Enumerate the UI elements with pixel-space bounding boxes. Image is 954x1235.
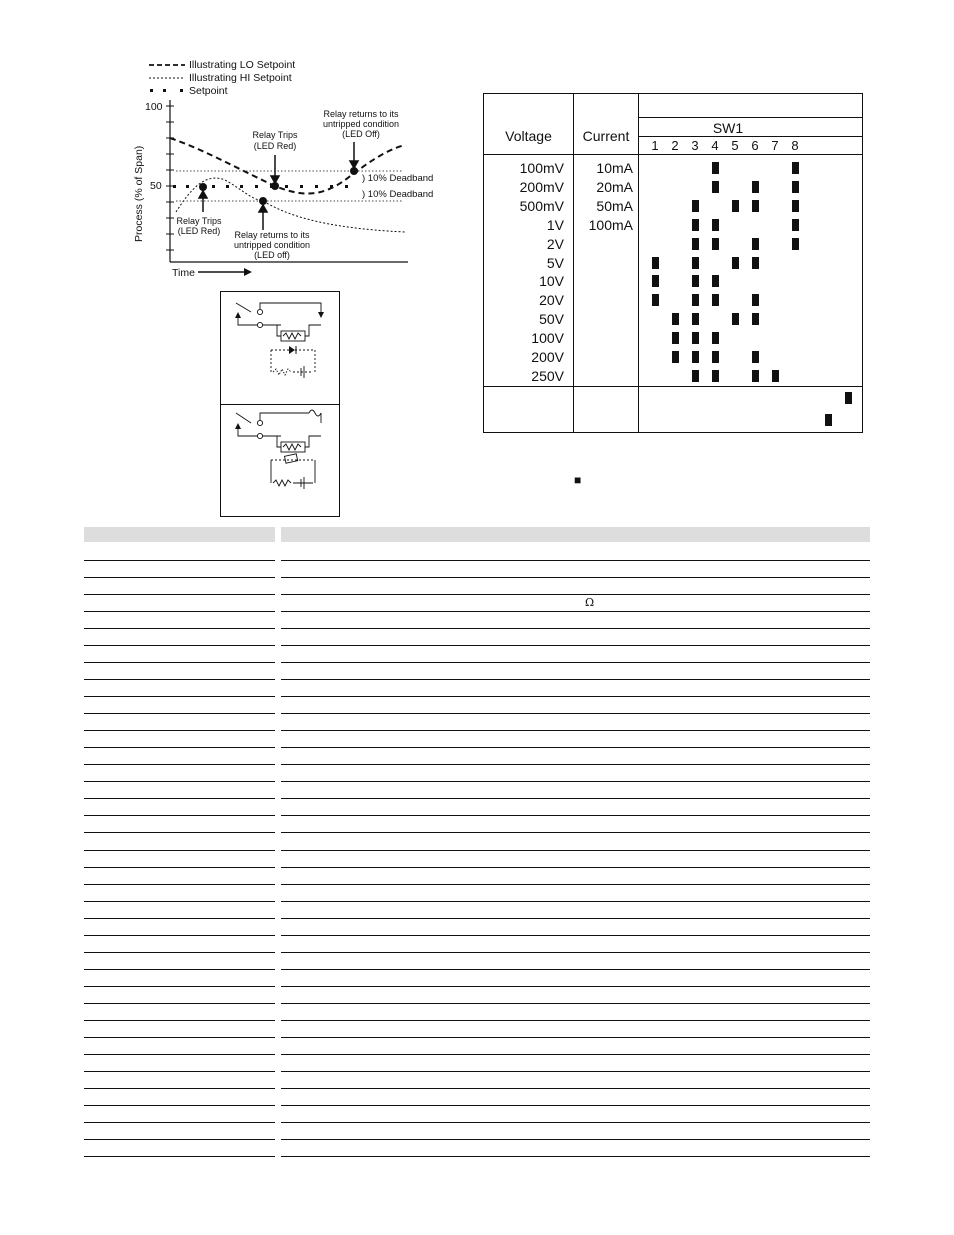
y-tick-100: 100 [145, 101, 163, 113]
range-current: 20mA [596, 178, 633, 195]
spec-row-rule-right [281, 628, 870, 629]
switch-position-7: 7 [771, 138, 779, 153]
switch-on-marker [712, 351, 719, 363]
switch-on-marker [792, 219, 799, 231]
switch-on-marker [692, 275, 699, 287]
switch-on-legend-symbol: ■ [574, 473, 582, 487]
range-voltage: 50V [539, 311, 564, 328]
switch-on-marker [692, 238, 699, 250]
range-current: 100mA [588, 216, 633, 233]
spec-row-rule-left [84, 1020, 275, 1021]
spec-row-rule-right [281, 1003, 870, 1004]
range-voltage: 100mV [519, 160, 564, 176]
switch-on-marker [712, 181, 719, 193]
legend-hi-setpoint: Illustrating HI Setpoint [189, 72, 292, 84]
switch-on-marker [692, 351, 699, 363]
spec-row-rule-right [281, 645, 870, 646]
range-current: 10mA [596, 160, 633, 176]
switch-on-marker [825, 414, 832, 426]
spec-row-rule-left [84, 969, 275, 970]
switch-on-marker [792, 238, 799, 250]
switch-on-marker [712, 275, 719, 287]
relay-returns-top-3: (LED Off) [342, 129, 380, 139]
spec-row-rule-left [84, 781, 275, 782]
spec-row-rule-right [281, 986, 870, 987]
relay-trips-top-2: (LED Red) [253, 141, 297, 151]
spec-row-rule-left [84, 901, 275, 902]
switch-on-marker [752, 313, 759, 325]
spec-row-rule-right [281, 901, 870, 902]
header-current: Current [582, 128, 630, 144]
row-divider-sw1 [638, 136, 862, 137]
spec-row-rule-right [281, 560, 870, 561]
range-voltage: 20V [539, 292, 564, 309]
spec-row-rule-left [84, 577, 275, 578]
switch-position-2: 2 [671, 138, 679, 153]
spec-row-rule-right [281, 867, 870, 868]
relay-returns-bottom-1: Relay returns to its [234, 230, 310, 240]
legend-setpoint: Setpoint [189, 85, 228, 97]
spec-row-rule-right [281, 918, 870, 919]
ac-contact-protection-diagram [221, 405, 339, 515]
spec-row-rule-right [281, 952, 870, 953]
spec-row-rule-left [84, 1105, 275, 1106]
switch-on-marker [712, 294, 719, 306]
switch-position-1: 1 [651, 138, 659, 153]
switch-on-marker [712, 219, 719, 231]
range-voltage: 2V [546, 235, 564, 252]
switch-on-marker [672, 351, 679, 363]
spec-row-rule-left [84, 628, 275, 629]
spec-row-rule-left [84, 1054, 275, 1055]
spec-row-rule-right [281, 696, 870, 697]
spec-row-rule-left [84, 611, 275, 612]
spec-row-rule-right [281, 1020, 870, 1021]
switch-on-marker [792, 181, 799, 193]
range-voltage: 250V [531, 367, 564, 384]
spec-row-rule-left [84, 1139, 275, 1140]
switch-on-marker [652, 257, 659, 269]
range-voltage: 1V [546, 216, 564, 233]
spec-row-rule-right [281, 764, 870, 765]
switch-on-marker [672, 313, 679, 325]
dc-contact-protection-diagram [221, 292, 339, 402]
switch-position-3: 3 [691, 138, 699, 153]
range-voltage: 10V [539, 273, 564, 290]
switch-on-marker [692, 200, 699, 212]
switch-on-marker [792, 162, 799, 174]
switch-on-marker [732, 313, 739, 325]
range-switch-table [483, 93, 863, 433]
switch-position-4: 4 [711, 138, 719, 153]
switch-on-marker [672, 332, 679, 344]
switch-on-marker [752, 257, 759, 269]
range-voltage: 200V [531, 349, 564, 365]
spec-row-rule-right [281, 1088, 870, 1089]
switch-on-marker [752, 200, 759, 212]
spec-table [84, 527, 870, 1167]
switch-position-6: 6 [751, 138, 759, 153]
spec-row-rule-right [281, 798, 870, 799]
spec-row-rule-right [281, 850, 870, 851]
switch-on-marker [732, 257, 739, 269]
switch-on-marker [752, 351, 759, 363]
switch-position-8: 8 [791, 138, 799, 153]
spec-row-rule-left [84, 679, 275, 680]
spec-row-rule-right [281, 577, 870, 578]
spec-row-rule-left [84, 594, 275, 595]
col-divider-voltage [573, 94, 574, 432]
switch-on-marker [752, 181, 759, 193]
range-voltage: 100V [531, 330, 564, 347]
spec-row-rule-left [84, 884, 275, 885]
spec-row-rule-right [281, 730, 870, 731]
spec-row-rule-left [84, 1122, 275, 1123]
row-divider-header [484, 154, 862, 155]
row-divider-body [484, 386, 862, 387]
contact-protection-diagrams [220, 291, 340, 517]
range-current: 50mA [596, 197, 633, 214]
switch-on-marker [692, 332, 699, 344]
spec-row-rule-right [281, 594, 870, 595]
relay-returns-top-1: Relay returns to its [323, 109, 399, 119]
switch-on-marker [752, 370, 759, 382]
spec-row-rule-right [281, 884, 870, 885]
spec-row-rule-right [281, 832, 870, 833]
spec-row-rule-right [281, 1139, 870, 1140]
switch-on-marker [712, 238, 719, 250]
spec-row-rule-left [84, 832, 275, 833]
spec-row-rule-left [84, 764, 275, 765]
switch-on-marker [732, 200, 739, 212]
spec-row-rule-left [84, 1088, 275, 1089]
switch-on-marker [652, 275, 659, 287]
switch-on-marker [692, 370, 699, 382]
switch-on-marker [712, 162, 719, 174]
ohm-symbol: Ω [585, 596, 595, 609]
switch-on-marker [752, 238, 759, 250]
spec-row-rule-left [84, 662, 275, 663]
spec-row-rule-right [281, 1105, 870, 1106]
switch-on-marker [652, 294, 659, 306]
range-voltage: 500mV [519, 197, 564, 214]
spec-row-rule-right [281, 781, 870, 782]
spec-row-rule-left [84, 952, 275, 953]
y-axis-label: Process (% of Span) [133, 145, 145, 242]
spec-row-rule-left [84, 747, 275, 748]
switch-on-marker [712, 370, 719, 382]
spec-row-rule-left [84, 560, 275, 561]
legend-lo-setpoint: Illustrating LO Setpoint [189, 59, 296, 71]
header-voltage: Voltage [505, 128, 552, 144]
spec-row-rule-right [281, 1122, 870, 1123]
switch-on-marker [792, 200, 799, 212]
spec-row-rule-left [84, 696, 275, 697]
y-tick-50: 50 [150, 180, 162, 192]
graph-legend [149, 59, 295, 97]
relay-returns-bottom-3: (LED off) [254, 250, 290, 260]
spec-row-rule-left [84, 850, 275, 851]
header-sw1: SW1 [712, 120, 744, 136]
spec-table-header-left [84, 527, 275, 542]
spec-row-rule-left [84, 713, 275, 714]
spec-row-rule-right [281, 1071, 870, 1072]
deadband-lower-label: ) 10% Deadband [362, 189, 434, 200]
spec-row-rule-left [84, 798, 275, 799]
relay-trips-bottom-2: (LED Red) [177, 226, 221, 236]
spec-row-rule-left [84, 867, 275, 868]
spec-row-rule-right [281, 969, 870, 970]
switch-on-marker [692, 294, 699, 306]
switch-on-marker [692, 219, 699, 231]
spec-row-rule-right [281, 747, 870, 748]
switch-position-5: 5 [731, 138, 739, 153]
spec-row-rule-left [84, 1037, 275, 1038]
range-voltage: 5V [546, 254, 564, 271]
range-voltage: 200mV [519, 178, 564, 195]
spec-row-rule-left [84, 1003, 275, 1004]
spec-row-rule-right [281, 1156, 870, 1157]
spec-row-rule-right [281, 611, 870, 612]
spec-row-rule-left [84, 918, 275, 919]
relay-trips-top-1: Relay Trips [252, 130, 298, 140]
spec-row-rule-left [84, 1071, 275, 1072]
spec-row-rule-right [281, 1037, 870, 1038]
col-divider-current [638, 94, 639, 432]
switch-on-marker [752, 294, 759, 306]
spec-row-rule-left [84, 986, 275, 987]
row-divider-top [638, 117, 862, 118]
switch-on-marker [772, 370, 779, 382]
spec-row-rule-left [84, 815, 275, 816]
switch-on-marker [692, 257, 699, 269]
spec-row-rule-left [84, 645, 275, 646]
spec-row-rule-left [84, 935, 275, 936]
spec-row-rule-right [281, 679, 870, 680]
spec-row-rule-right [281, 713, 870, 714]
x-axis-label: Time [172, 267, 195, 279]
spec-row-rule-right [281, 935, 870, 936]
setpoint-deadband-graph [125, 55, 434, 285]
switch-on-marker [692, 313, 699, 325]
spec-row-rule-right [281, 662, 870, 663]
switch-on-marker [712, 332, 719, 344]
spec-row-rule-left [84, 730, 275, 731]
spec-row-rule-left [84, 1156, 275, 1157]
relay-returns-bottom-2: untripped condition [233, 240, 311, 250]
spec-row-rule-right [281, 1054, 870, 1055]
spec-table-header-right [281, 527, 870, 542]
switch-on-marker [845, 392, 852, 404]
spec-row-rule-right [281, 815, 870, 816]
relay-returns-top-2: untripped condition [322, 119, 400, 129]
relay-trips-bottom-1: Relay Trips [176, 216, 222, 226]
deadband-upper-label: ) 10% Deadband [362, 173, 434, 184]
